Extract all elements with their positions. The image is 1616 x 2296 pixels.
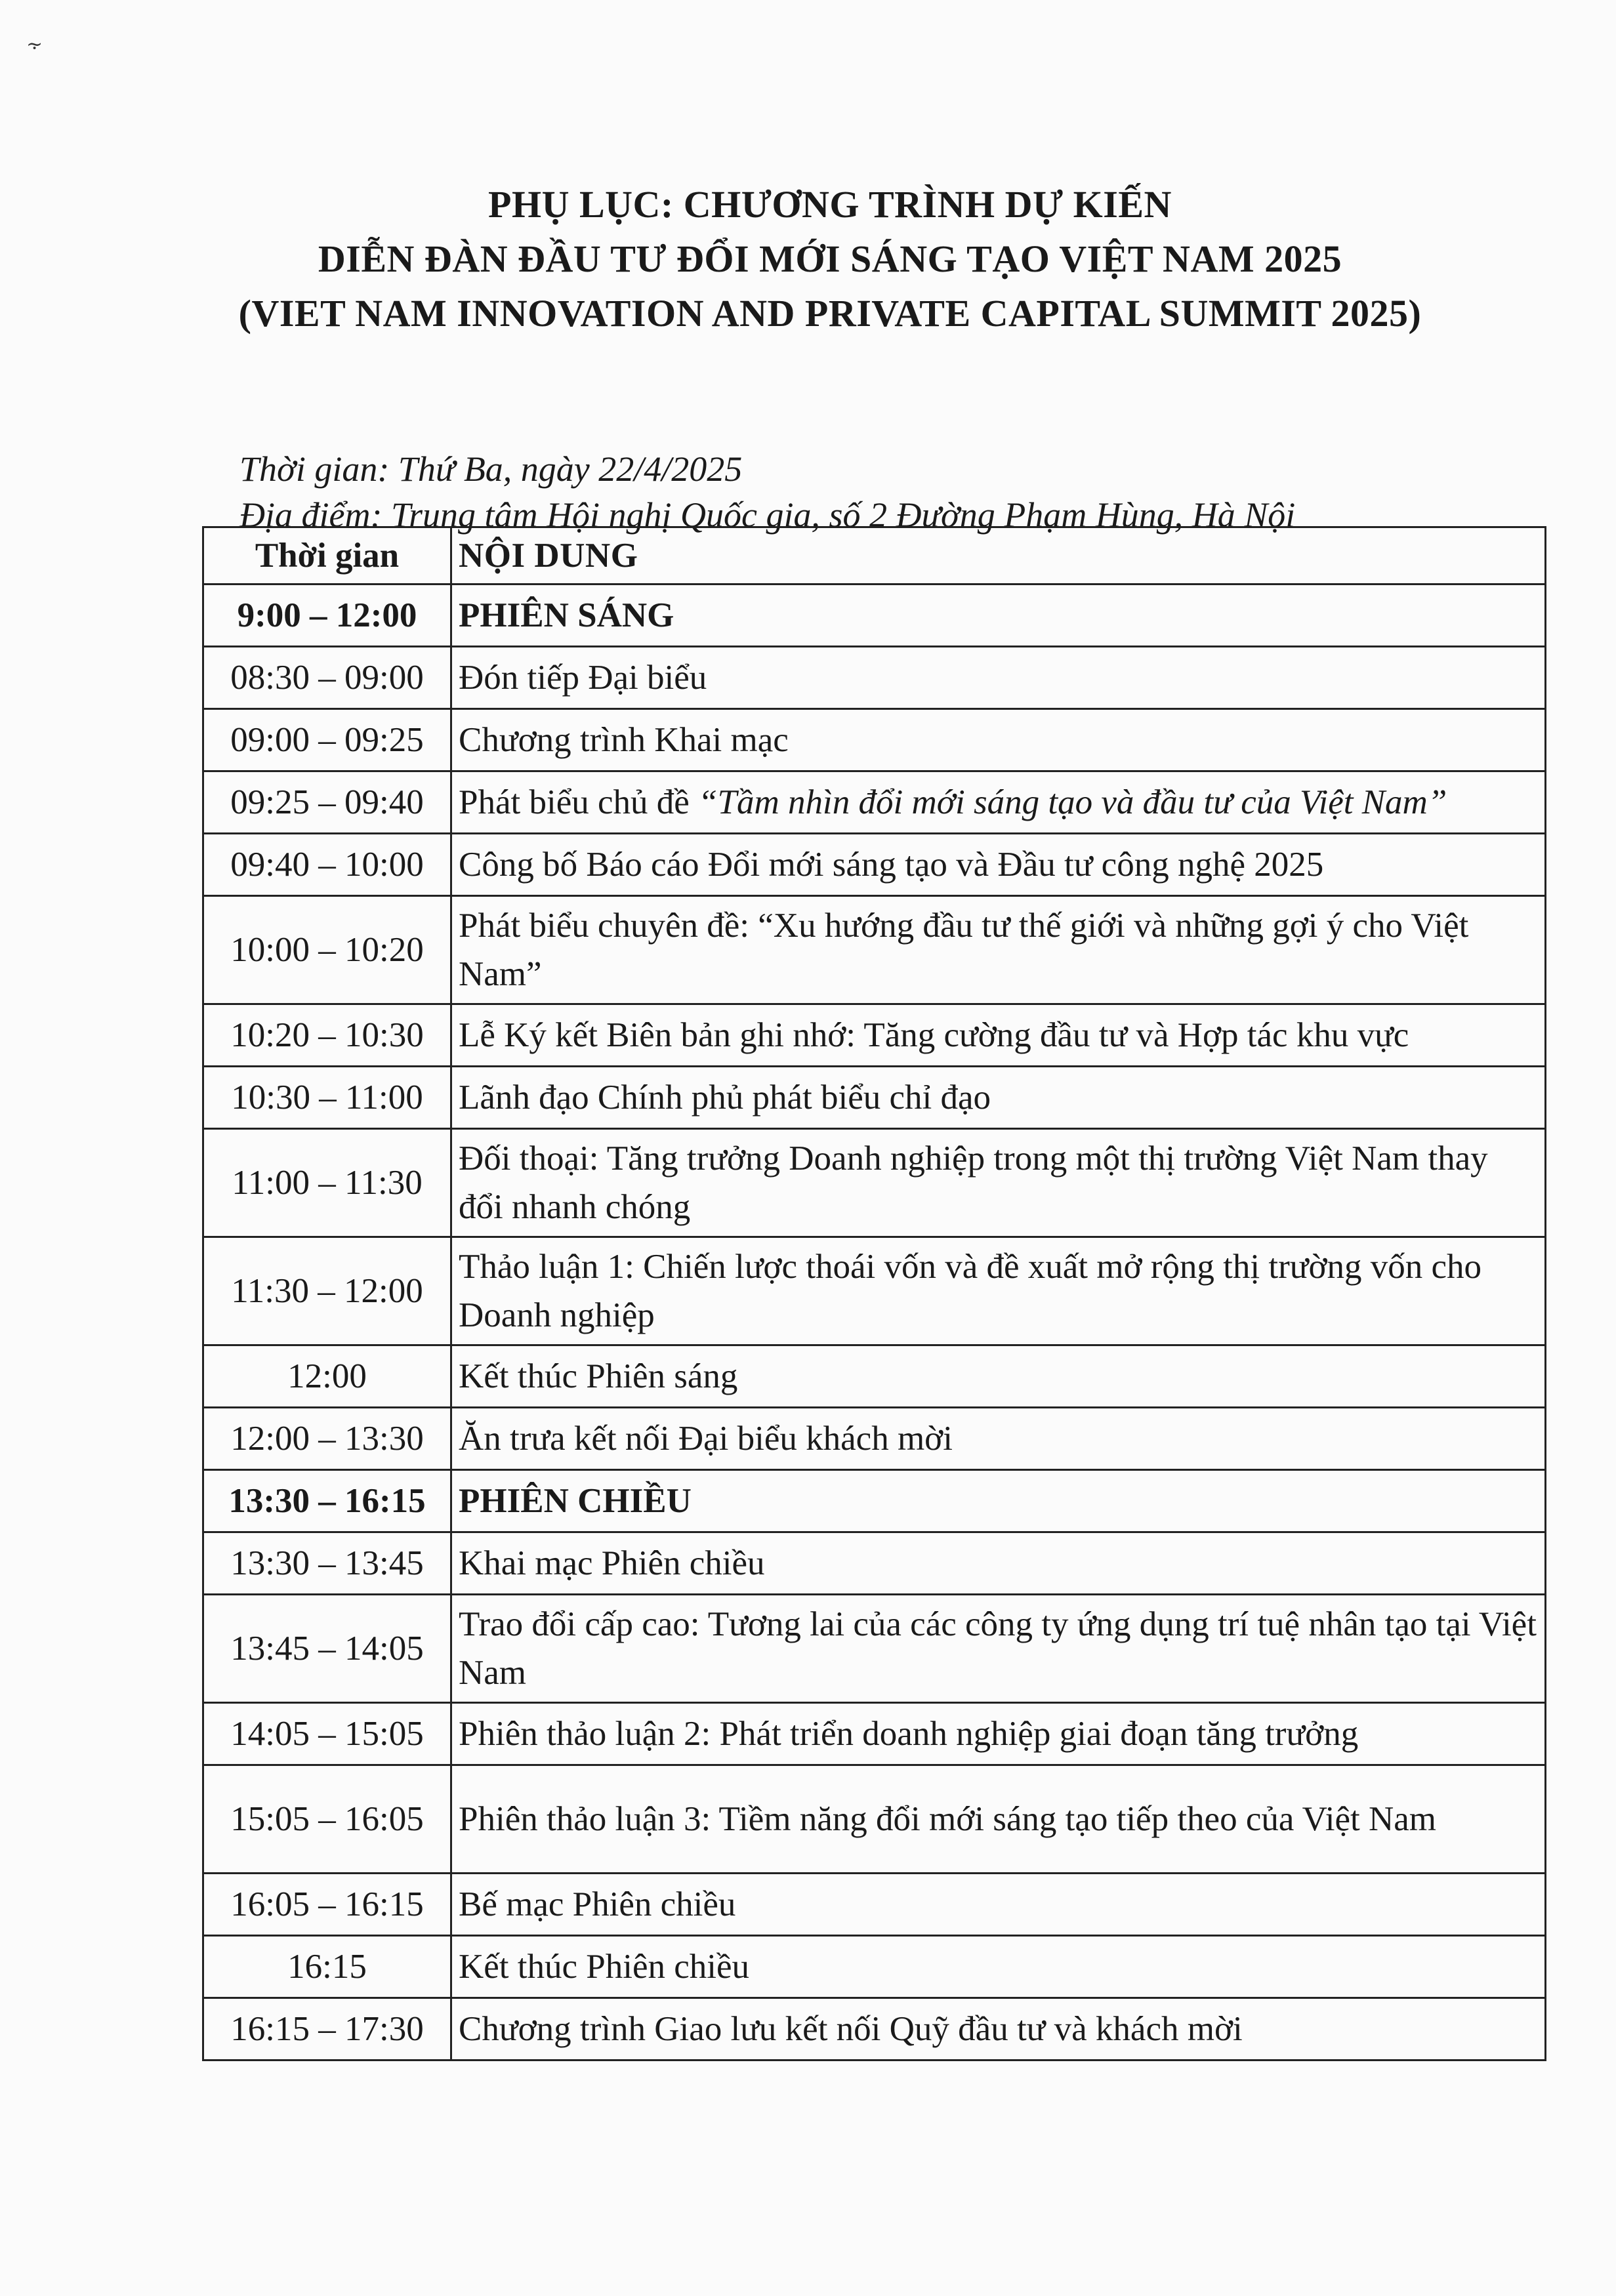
row-content: Chương trình Giao lưu kết nối Quỹ đầu tư và khách mời	[451, 1998, 1546, 2060]
table-row	[203, 1408, 1546, 1470]
table-row	[203, 834, 1546, 896]
table-row	[203, 1004, 1546, 1067]
row-time: 09:40 – 10:00	[203, 834, 451, 896]
scan-specks: ⸟	[26, 33, 43, 55]
row-content: Ăn trưa kết nối Đại biểu khách mời	[451, 1408, 1546, 1470]
row-content: Khai mạc Phiên chiều	[451, 1532, 1546, 1595]
table-row	[203, 1345, 1546, 1408]
table-row	[203, 1703, 1546, 1765]
row-time: 09:00 – 09:25	[203, 709, 451, 771]
event-time: Thời gian: Thứ Ba, ngày 22/4/2025	[239, 449, 743, 489]
table-row	[203, 647, 1546, 709]
row-content: Đón tiếp Đại biểu	[451, 647, 1546, 709]
row-content: Kết thúc Phiên sáng	[451, 1345, 1546, 1408]
title-line-3: (VIET NAM INNOVATION AND PRIVATE CAPITAL SUMMIT 2025)	[238, 292, 1422, 335]
row-time: 16:15 – 17:30	[203, 1998, 451, 2060]
table-row	[203, 1874, 1546, 1936]
row-content: Phát biểu chuyên đề: “Xu hướng đầu tư thế giới và những gợi ý cho Việt Nam”	[451, 896, 1546, 1004]
table-row	[203, 896, 1546, 1004]
document-title	[197, 177, 1463, 340]
header-content: NỘI DUNG	[451, 527, 1546, 584]
row-time: 10:00 – 10:20	[203, 896, 451, 1004]
table-row	[203, 1129, 1546, 1237]
row-content: Đối thoại: Tăng trưởng Doanh nghiệp trong một thị trường Việt Nam thay đổi nhanh chóng	[451, 1129, 1546, 1237]
row-content	[451, 771, 1546, 834]
table-header-row	[203, 527, 1546, 584]
row-time: 11:00 – 11:30	[203, 1129, 451, 1237]
schedule-table	[202, 526, 1546, 2061]
table-row	[203, 771, 1546, 834]
row-time: 13:30 – 16:15	[203, 1470, 451, 1532]
session-heading: PHIÊN SÁNG	[451, 584, 1546, 647]
row-content: Thảo luận 1: Chiến lược thoái vốn và đề xuất mở rộng thị trường vốn cho Doanh nghiệp	[451, 1237, 1546, 1345]
row-time: 09:25 – 09:40	[203, 771, 451, 834]
table-row	[203, 1595, 1546, 1703]
row-time: 11:30 – 12:00	[203, 1237, 451, 1345]
row-content: Trao đổi cấp cao: Tương lai của các công ty ứng dụng trí tuệ nhân tạo tại Việt Nam	[451, 1595, 1546, 1703]
table-row	[203, 584, 1546, 647]
row-content: Kết thúc Phiên chiều	[451, 1936, 1546, 1998]
row-time: 10:30 – 11:00	[203, 1067, 451, 1129]
table-row	[203, 709, 1546, 771]
table-row	[203, 1470, 1546, 1532]
row-time: 13:30 – 13:45	[203, 1532, 451, 1595]
row-time: 16:15	[203, 1936, 451, 1998]
row-time: 08:30 – 09:00	[203, 647, 451, 709]
row-content: Phiên thảo luận 2: Phát triển doanh nghiệp giai đoạn tăng trưởng	[451, 1703, 1546, 1765]
row-time: 14:05 – 15:05	[203, 1703, 451, 1765]
row-content: Lễ Ký kết Biên bản ghi nhớ: Tăng cường đầu tư và Hợp tác khu vực	[451, 1004, 1546, 1067]
table-row	[203, 1532, 1546, 1595]
table-row	[203, 1765, 1546, 1874]
row-content-quote: “Tầm nhìn đổi mới sáng tạo và đầu tư của Việt Nam”	[698, 783, 1447, 821]
table-row	[203, 1936, 1546, 1998]
row-time: 15:05 – 16:05	[203, 1765, 451, 1874]
row-content: Phiên thảo luận 3: Tiềm năng đổi mới sáng tạo tiếp theo của Việt Nam	[451, 1765, 1546, 1874]
event-meta	[239, 446, 1295, 538]
row-time: 16:05 – 16:15	[203, 1874, 451, 1936]
row-time: 13:45 – 14:05	[203, 1595, 451, 1703]
row-time: 10:20 – 10:30	[203, 1004, 451, 1067]
row-time: 12:00 – 13:30	[203, 1408, 451, 1470]
table-row	[203, 1237, 1546, 1345]
session-heading: PHIÊN CHIỀU	[451, 1470, 1546, 1532]
title-line-2: DIỄN ĐÀN ĐẦU TƯ ĐỔI MỚI SÁNG TẠO VIỆT NAM 2025	[318, 237, 1342, 280]
table-row	[203, 1067, 1546, 1129]
row-content: Lãnh đạo Chính phủ phát biểu chỉ đạo	[451, 1067, 1546, 1129]
row-time: 9:00 – 12:00	[203, 584, 451, 647]
row-content: Bế mạc Phiên chiều	[451, 1874, 1546, 1936]
event-venue: Địa điểm: Trung tâm Hội nghị Quốc gia, số 2 Đường Phạm Hùng, Hà Nội	[239, 495, 1296, 535]
row-content-prefix: Phát biểu chủ đề	[459, 783, 699, 821]
table-row	[203, 1998, 1546, 2060]
title-line-1: PHỤ LỤC: CHƯƠNG TRÌNH DỰ KIẾN	[488, 183, 1172, 226]
row-content: Công bố Báo cáo Đổi mới sáng tạo và Đầu tư công nghệ 2025	[451, 834, 1546, 896]
header-time: Thời gian	[203, 527, 451, 584]
row-time: 12:00	[203, 1345, 451, 1408]
row-content: Chương trình Khai mạc	[451, 709, 1546, 771]
